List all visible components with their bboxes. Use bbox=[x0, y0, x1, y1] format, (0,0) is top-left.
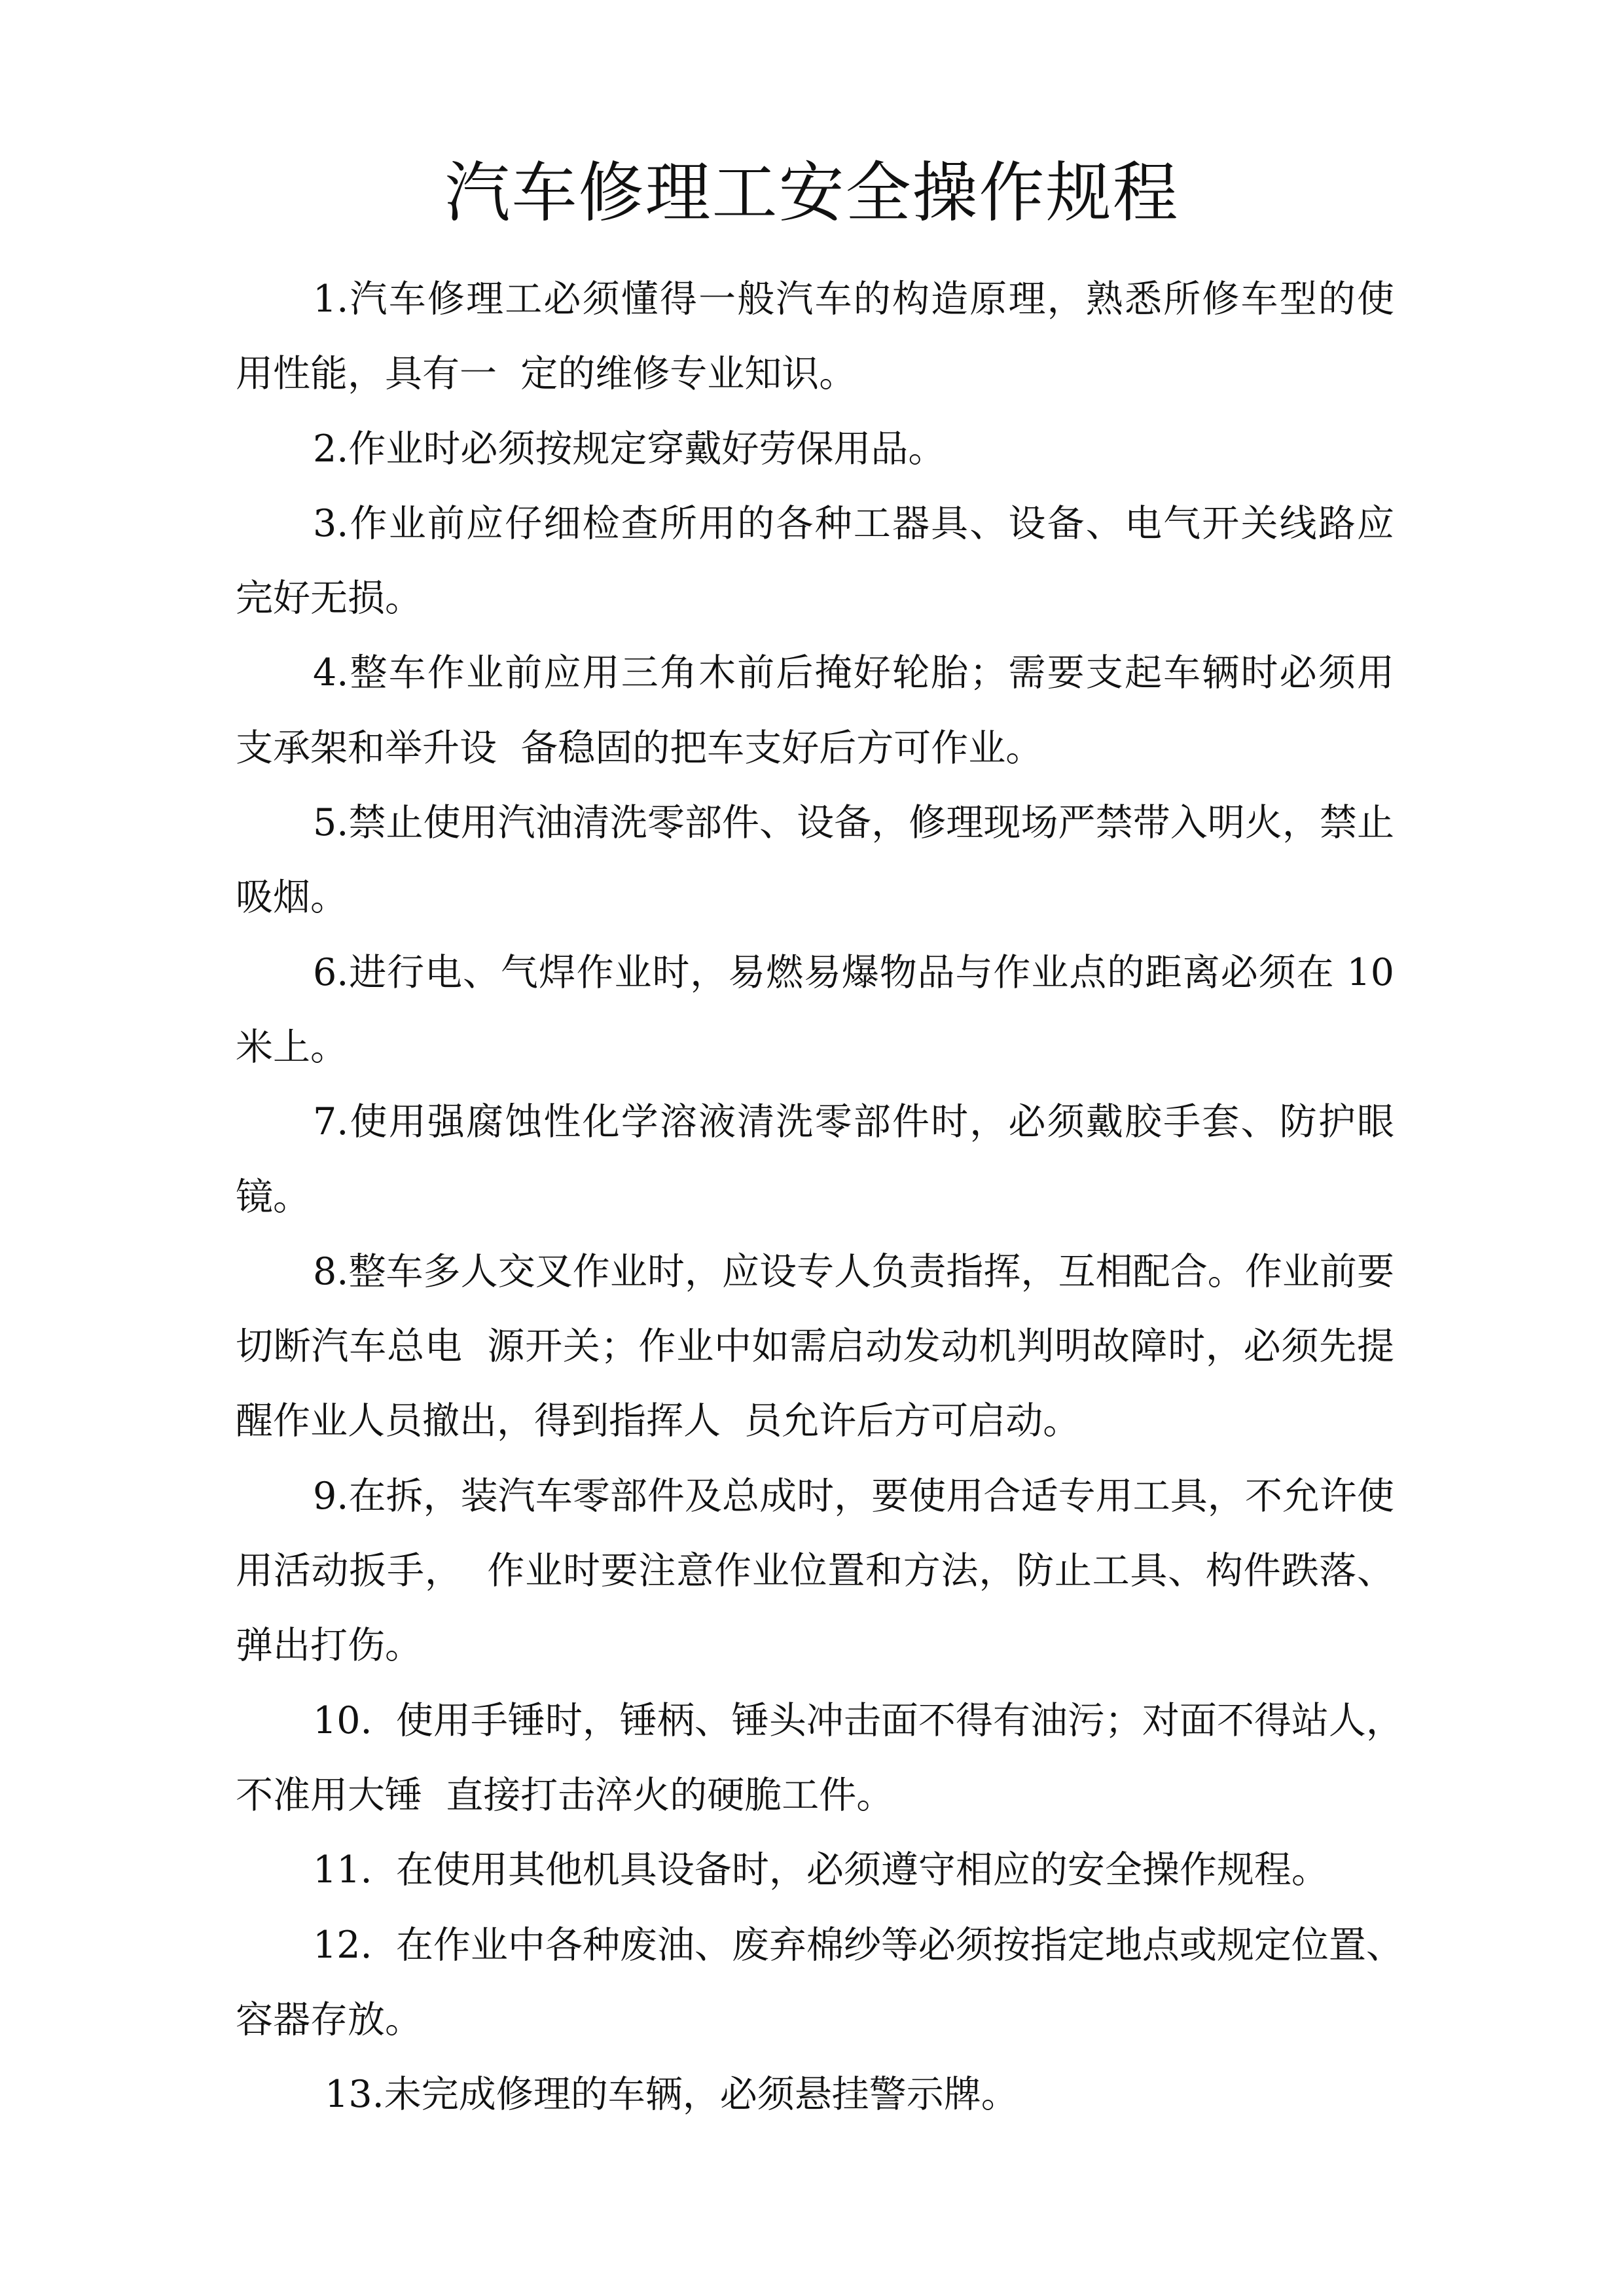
paragraph-3 bbox=[236, 486, 1394, 636]
document-body bbox=[236, 262, 1403, 2132]
text-line: 7.使用强腐蚀性化学溶液清洗零部件时，必须戴胶手套、防护眼 bbox=[313, 1100, 1394, 1144]
paragraph-1 bbox=[236, 262, 1394, 412]
text-line: 切断汽车总电 源开关；作业中如需启动发动机判明故障时，必须先提 bbox=[236, 1325, 1394, 1369]
text-line: 用性能，具有一 定的维修专业知识。 bbox=[236, 352, 857, 396]
text-line: 6.进行电、气焊作业时，易燃易爆物品与作业点的距离必须在 10 bbox=[313, 950, 1394, 994]
paragraph-9 bbox=[236, 1459, 1394, 1683]
paragraph-4 bbox=[236, 636, 1394, 785]
text-line: 10. 使用手锤时，锤柄、锤头冲击面不得有油污；对面不得站人， bbox=[313, 1698, 1403, 1742]
text-line: 用活动扳手， 作业时要注意作业位置和方法，防止工具、构件跌落、 bbox=[236, 1549, 1394, 1593]
text-line: 9.在拆，装汽车零部件及总成时，要使用合适专用工具，不允许使 bbox=[313, 1474, 1394, 1518]
text-line: 米上。 bbox=[236, 1025, 348, 1069]
text-line: 11. 在使用其他机具设备时，必须遵守相应的安全操作规程。 bbox=[313, 1848, 1329, 1892]
paragraph-7 bbox=[236, 1085, 1394, 1234]
text-line: 12. 在作业中各种废油、废弃棉纱等必须按指定地点或规定位置、 bbox=[313, 1923, 1403, 1967]
text-line: 完好无损。 bbox=[236, 577, 422, 620]
paragraph-2 bbox=[236, 412, 1394, 486]
text-line: 醒作业人员撤出，得到指挥人 员允许后方可启动。 bbox=[236, 1399, 1081, 1443]
text-line: 8.整车多人交叉作业时，应设专人负责指挥，互相配合。作业前要 bbox=[313, 1249, 1394, 1293]
text-line: 吸烟。 bbox=[236, 876, 348, 920]
text-line: 13.未完成修理的车辆，必须悬挂警示牌。 bbox=[313, 2073, 1019, 2117]
text-line: 弹出打伤。 bbox=[236, 1624, 422, 1668]
paragraph-13 bbox=[236, 2057, 1394, 2132]
document-title: 汽车修理工安全操作规程 bbox=[444, 154, 1180, 231]
paragraph-12 bbox=[236, 1908, 1403, 2058]
text-line: 4.整车作业前应用三角木前后掩好轮胎；需要支起车辆时必须用 bbox=[313, 651, 1394, 695]
text-line: 镜。 bbox=[236, 1175, 310, 1219]
text-line: 1.汽车修理工必须懂得一般汽车的构造原理，熟悉所修车型的使 bbox=[313, 278, 1394, 321]
paragraph-6 bbox=[236, 935, 1394, 1085]
paragraph-10 bbox=[236, 1683, 1403, 1833]
paragraph-11 bbox=[236, 1833, 1394, 1907]
text-line: 容器存放。 bbox=[236, 1998, 422, 2041]
text-line: 2.作业时必须按规定穿戴好劳保用品。 bbox=[313, 427, 946, 471]
text-line: 支承架和举升设 备稳固的把车支好后方可作业。 bbox=[236, 726, 1043, 770]
text-line: 不准用大锤 直接打击淬火的硬脆工件。 bbox=[236, 1773, 894, 1817]
text-line: 5.禁止使用汽油清洗零部件、设备，修理现场严禁带入明火，禁止 bbox=[313, 801, 1394, 845]
paragraph-8 bbox=[236, 1234, 1394, 1459]
text-line: 3.作业前应仔细检查所用的各种工器具、设备、电气开关线路应 bbox=[313, 501, 1394, 545]
paragraph-5 bbox=[236, 785, 1394, 935]
